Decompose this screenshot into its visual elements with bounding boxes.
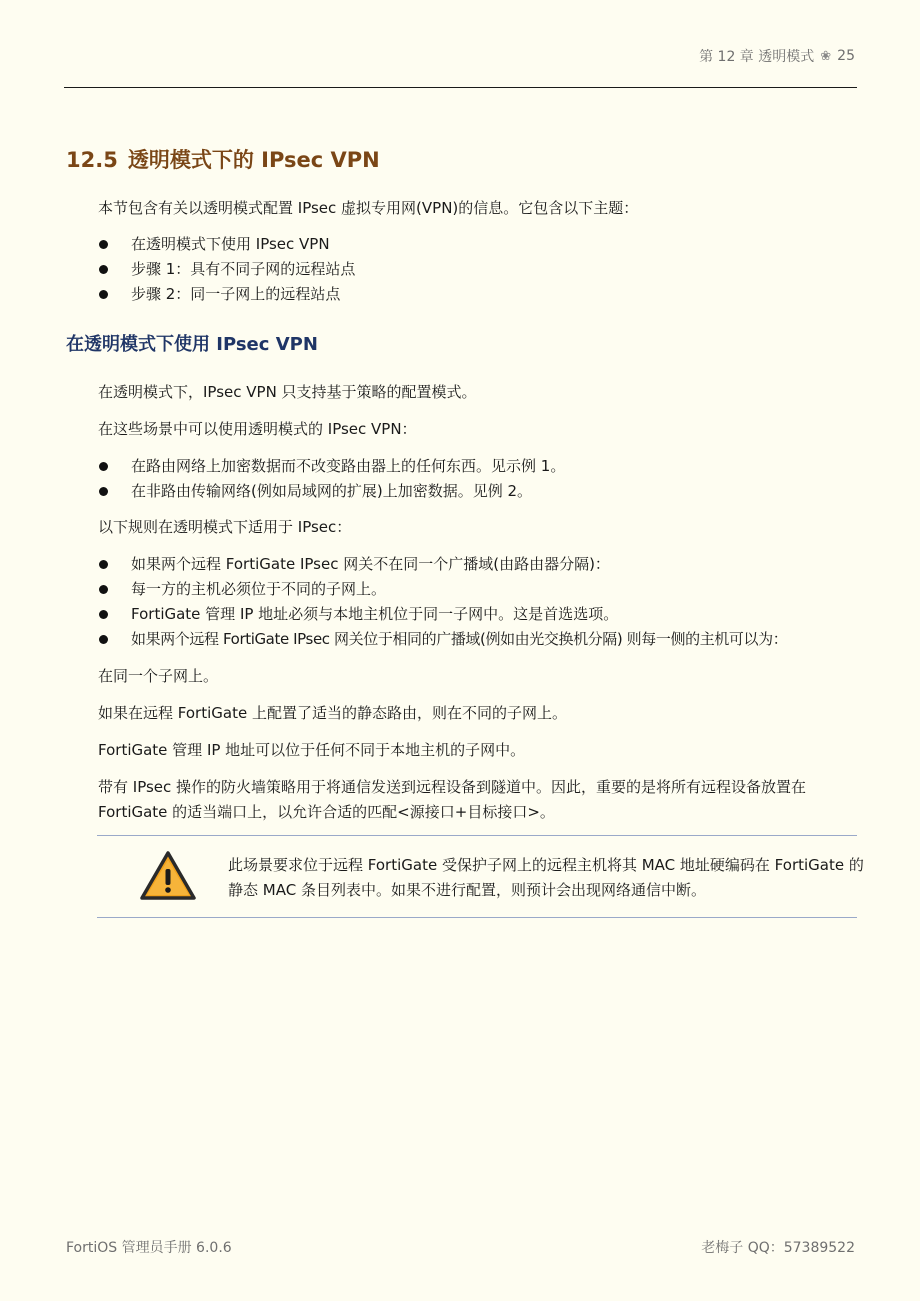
paragraph: 如果在远程 FortiGate 上配置了适当的静态路由，则在不同的子网上。 — [98, 704, 567, 722]
subsection-title: 在透明模式下使用 IPsec VPN — [66, 334, 318, 355]
section-title-text: 透明模式下的 IPsec VPN — [127, 148, 380, 172]
list-item: 在透明模式下使用 IPsec VPN — [98, 232, 355, 257]
topics-list — [98, 232, 355, 307]
paragraph: 在透明模式下，IPsec VPN 只支持基于策略的配置模式。 — [98, 383, 477, 401]
header-rule — [64, 87, 857, 88]
list-item: 在非路由传输网络(例如局域网的扩展)上加密数据。见例 2。 — [98, 479, 565, 504]
bullet-icon — [99, 240, 108, 249]
list-item: 每一方的主机必须位于不同的子网上。 — [98, 577, 787, 602]
section-title — [66, 144, 380, 174]
paragraph: 以下规则在透明模式下适用于 IPsec： — [98, 518, 352, 536]
rules-list — [98, 552, 787, 652]
bullet-icon — [99, 487, 108, 496]
running-header — [699, 46, 855, 66]
paragraph: 在同一个子网上。 — [98, 667, 219, 685]
paragraph: FortiGate 管理 IP 地址可以位于任何不同于本地主机的子网中。 — [98, 741, 526, 759]
footer-right: 老梅子 QQ：57389522 — [701, 1240, 855, 1256]
list-item: FortiGate 管理 IP 地址必须与本地主机位于同一子网中。这是首选选项。 — [98, 602, 787, 627]
section-number: 12.5 — [66, 148, 118, 172]
intro-paragraph: 本节包含有关以透明模式配置 IPsec 虚拟专用网(VPN)的信息。它包含以下主题： — [98, 199, 639, 217]
list-item: 步骤 2：同一子网上的远程站点 — [98, 282, 355, 307]
bullet-icon — [99, 265, 108, 274]
bullet-icon — [99, 610, 108, 619]
page-number: 25 — [837, 48, 855, 64]
bullet-icon — [99, 560, 108, 569]
paragraph: 带有 IPsec 操作的防火墙策略用于将通信发送到远程设备到隧道中。因此，重要的是将所有远程设备放置在 FortiGate 的适当端口上，以允许合适的匹配<源接口+目标接口>。 — [98, 778, 807, 821]
footer-left: FortiOS 管理员手册 6.0.6 — [66, 1240, 232, 1256]
bullet-icon — [99, 585, 108, 594]
bullet-icon — [99, 290, 108, 299]
list-item: 如果两个远程 FortiGate IPsec 网关位于相同的广播域(例如由光交换机分隔) 则每一侧的主机可以为： — [98, 627, 787, 652]
list-item: 在路由网络上加密数据而不改变路由器上的任何东西。见示例 1。 — [98, 454, 565, 479]
scenarios-list — [98, 454, 565, 504]
list-item: 如果两个远程 FortiGate IPsec 网关不在同一个广播域(由路由器分隔)： — [98, 552, 787, 577]
flower-ornament-icon: ❀ — [820, 48, 832, 64]
warning-note — [97, 835, 864, 918]
list-item: 步骤 1：具有不同子网的远程站点 — [98, 257, 355, 282]
note-text: 此场景要求位于远程 FortiGate 受保护子网上的远程主机将其 MAC 地址硬编码在 FortiGate 的静态 MAC 条目列表中。如果不进行配置，则预计会出现网络通信中断。 — [228, 856, 864, 899]
bullet-icon — [99, 635, 108, 644]
chapter-label: 第 12 章 透明模式 — [699, 49, 815, 65]
paragraph: 在这些场景中可以使用透明模式的 IPsec VPN： — [98, 420, 417, 438]
warning-icon — [139, 850, 197, 902]
bullet-icon — [99, 462, 108, 471]
